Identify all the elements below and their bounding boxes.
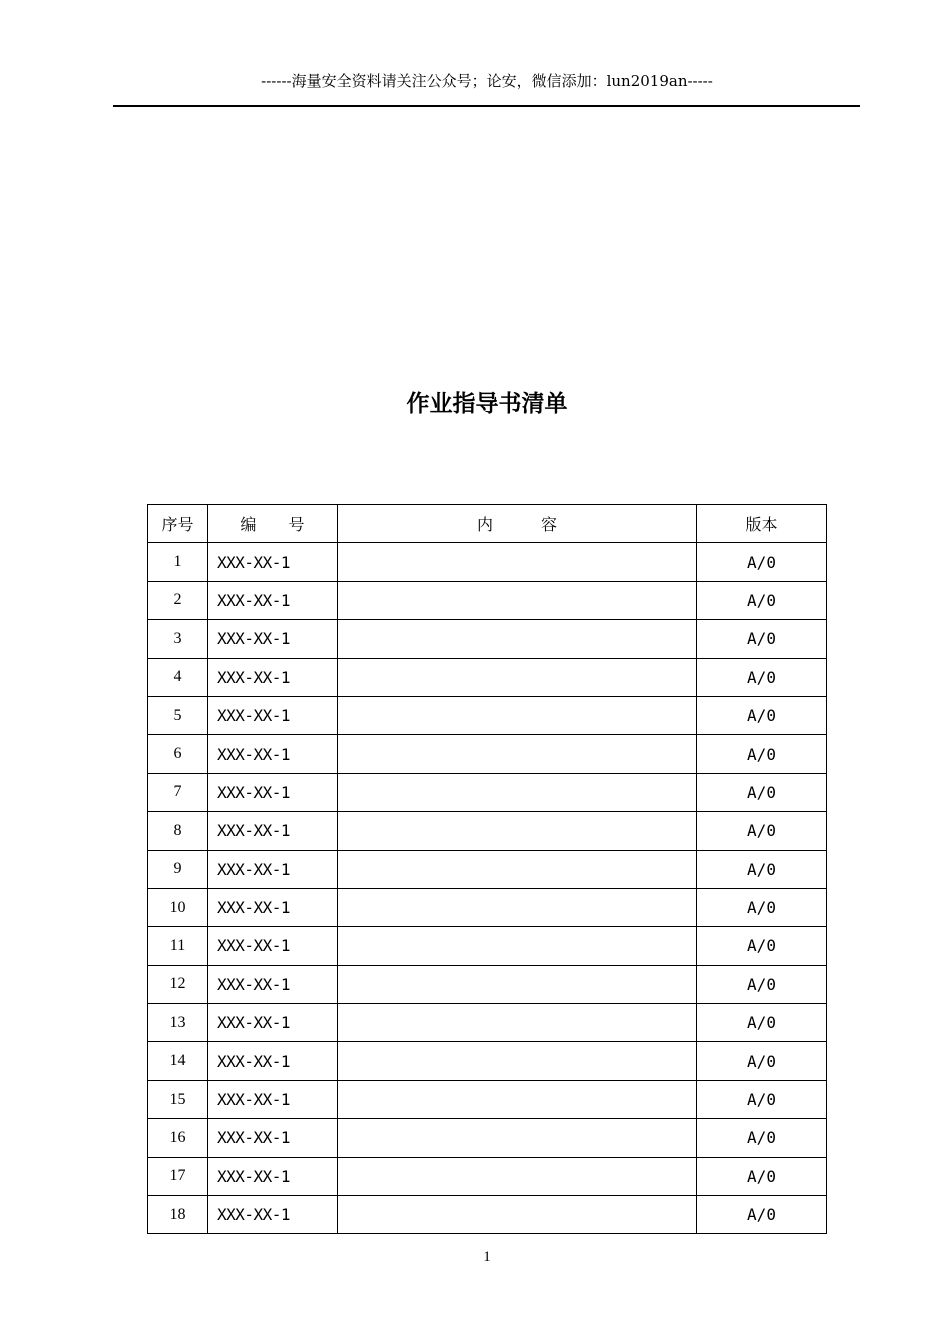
row-code-cell: XXX-XX-1 [208, 1080, 338, 1118]
row-index-cell: 18 [148, 1196, 208, 1234]
row-content-cell [338, 812, 697, 850]
column-header-index: 序号 [148, 505, 208, 543]
row-content-cell [338, 927, 697, 965]
row-index-cell: 7 [148, 773, 208, 811]
row-index-cell: 15 [148, 1080, 208, 1118]
table-row [148, 1119, 827, 1157]
row-code-cell: XXX-XX-1 [208, 696, 338, 734]
table-row [148, 1157, 827, 1195]
row-code-cell: XXX-XX-1 [208, 1196, 338, 1234]
row-code-cell: XXX-XX-1 [208, 927, 338, 965]
table-row [148, 1042, 827, 1080]
row-version-cell: A/0 [697, 1196, 827, 1234]
table-row [148, 773, 827, 811]
row-index-cell: 6 [148, 735, 208, 773]
table-header-row [148, 505, 827, 543]
table-row [148, 696, 827, 734]
row-index-cell: 17 [148, 1157, 208, 1195]
column-header-code: 编 号 [208, 505, 338, 543]
row-index-cell: 2 [148, 581, 208, 619]
row-version-cell: A/0 [697, 812, 827, 850]
row-version-cell: A/0 [697, 581, 827, 619]
row-version-cell: A/0 [697, 1119, 827, 1157]
row-content-cell [338, 658, 697, 696]
row-index-cell: 13 [148, 1004, 208, 1042]
row-content-cell [338, 850, 697, 888]
row-content-cell [338, 1004, 697, 1042]
table-row [148, 620, 827, 658]
row-code-cell: XXX-XX-1 [208, 812, 338, 850]
table-row [148, 1080, 827, 1118]
row-index-cell: 12 [148, 965, 208, 1003]
table-body [148, 543, 827, 1234]
row-version-cell: A/0 [697, 620, 827, 658]
row-content-cell [338, 581, 697, 619]
row-version-cell: A/0 [697, 850, 827, 888]
row-code-cell: XXX-XX-1 [208, 773, 338, 811]
row-code-cell: XXX-XX-1 [208, 543, 338, 581]
row-content-cell [338, 735, 697, 773]
row-content-cell [338, 620, 697, 658]
row-version-cell: A/0 [697, 1042, 827, 1080]
row-code-cell: XXX-XX-1 [208, 581, 338, 619]
row-content-cell [338, 696, 697, 734]
row-code-cell: XXX-XX-1 [208, 888, 338, 926]
row-code-cell: XXX-XX-1 [208, 620, 338, 658]
row-code-cell: XXX-XX-1 [208, 735, 338, 773]
table-row [148, 850, 827, 888]
row-index-cell: 1 [148, 543, 208, 581]
row-index-cell: 8 [148, 812, 208, 850]
page-number: 1 [483, 1249, 491, 1265]
table-row [148, 543, 827, 581]
row-index-cell: 9 [148, 850, 208, 888]
row-index-cell: 3 [148, 620, 208, 658]
row-content-cell [338, 1042, 697, 1080]
row-index-cell: 4 [148, 658, 208, 696]
row-content-cell [338, 888, 697, 926]
table-row [148, 735, 827, 773]
row-index-cell: 5 [148, 696, 208, 734]
row-code-cell: XXX-XX-1 [208, 1119, 338, 1157]
page-header-text: ------海量安全资料请关注公众号；论安，微信添加：lun2019an----- [261, 72, 713, 90]
table-row [148, 927, 827, 965]
row-version-cell: A/0 [697, 696, 827, 734]
row-version-cell: A/0 [697, 543, 827, 581]
row-code-cell: XXX-XX-1 [208, 1042, 338, 1080]
row-version-cell: A/0 [697, 1004, 827, 1042]
row-content-cell [338, 1119, 697, 1157]
row-index-cell: 10 [148, 888, 208, 926]
header-divider [113, 105, 860, 107]
row-version-cell: A/0 [697, 927, 827, 965]
row-index-cell: 11 [148, 927, 208, 965]
row-index-cell: 16 [148, 1119, 208, 1157]
table-row [148, 888, 827, 926]
table-row [148, 1196, 827, 1234]
column-header-version: 版本 [697, 505, 827, 543]
row-code-cell: XXX-XX-1 [208, 1004, 338, 1042]
table-row [148, 581, 827, 619]
row-version-cell: A/0 [697, 888, 827, 926]
row-content-cell [338, 543, 697, 581]
row-code-cell: XXX-XX-1 [208, 1157, 338, 1195]
row-content-cell [338, 965, 697, 1003]
row-code-cell: XXX-XX-1 [208, 965, 338, 1003]
table-row [148, 1004, 827, 1042]
row-code-cell: XXX-XX-1 [208, 658, 338, 696]
document-title: 作业指导书清单 [406, 391, 568, 417]
row-content-cell [338, 773, 697, 811]
instruction-list-table [147, 504, 827, 1234]
row-version-cell: A/0 [697, 773, 827, 811]
row-content-cell [338, 1196, 697, 1234]
row-version-cell: A/0 [697, 735, 827, 773]
row-content-cell [338, 1157, 697, 1195]
table-row [148, 812, 827, 850]
table-row [148, 965, 827, 1003]
table-row [148, 658, 827, 696]
row-version-cell: A/0 [697, 965, 827, 1003]
row-version-cell: A/0 [697, 658, 827, 696]
row-version-cell: A/0 [697, 1157, 827, 1195]
row-version-cell: A/0 [697, 1080, 827, 1118]
column-header-content: 内 容 [338, 505, 697, 543]
row-code-cell: XXX-XX-1 [208, 850, 338, 888]
row-content-cell [338, 1080, 697, 1118]
row-index-cell: 14 [148, 1042, 208, 1080]
